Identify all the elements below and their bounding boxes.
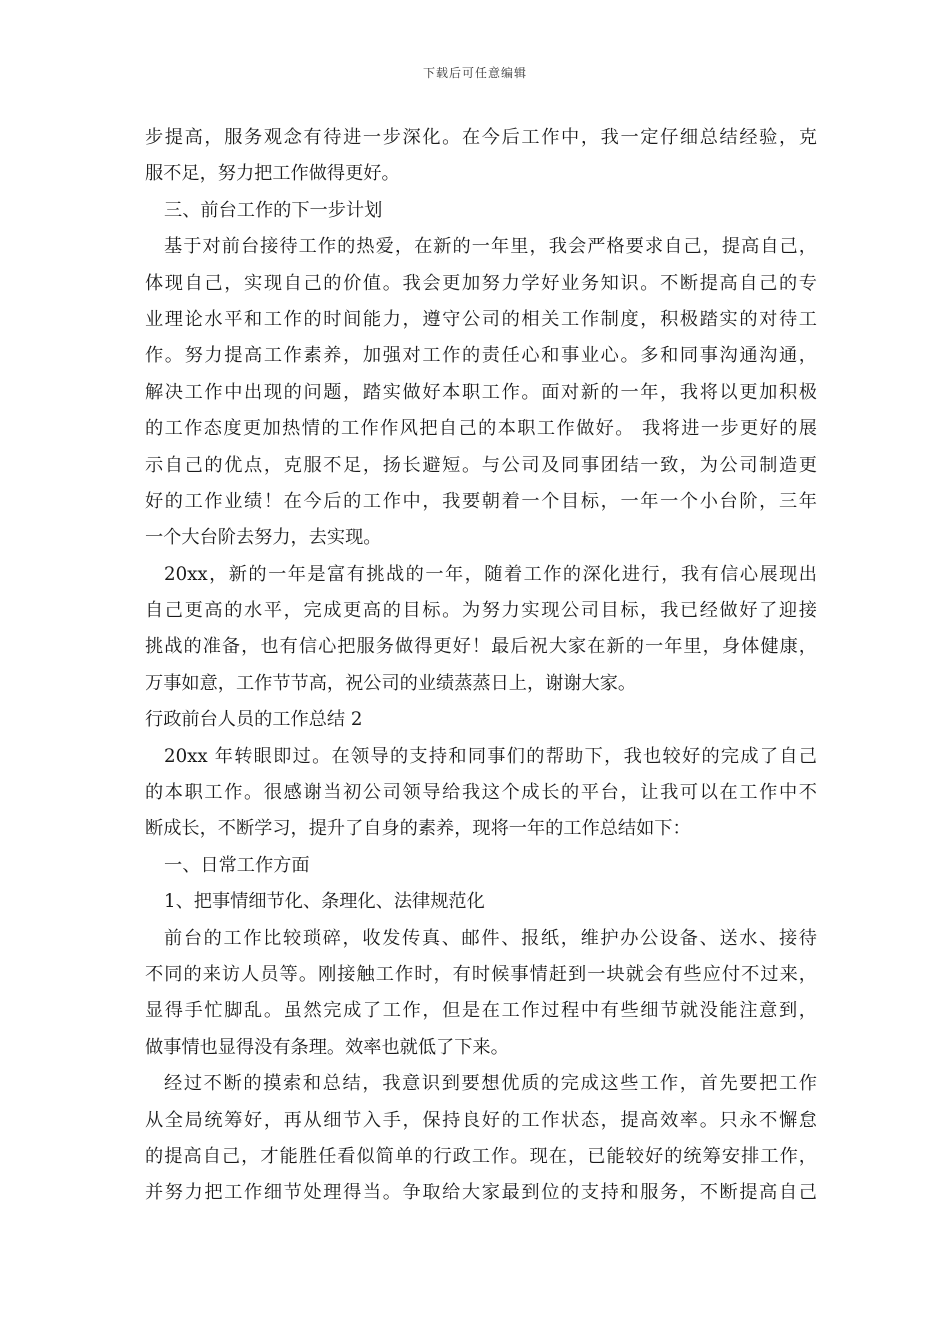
- text-line: 20xx，新的一年是富有挑战的一年，随着工作的深化进行，我有信心展现出: [164, 563, 817, 585]
- text-line: 基于对前台接待工作的热爱，在新的一年里，我会严格要求自己，提高自己，: [164, 236, 817, 258]
- text-line: 示自己的优点，克服不足，扬长避短。与公司及同事团结一致，为公司制造更: [145, 454, 817, 476]
- text-line: 不同的来访人员等。刚接触工作时，有时候事情赶到一块就会有些应付不过来，: [145, 963, 817, 985]
- text-line: 服不足，努力把工作做得更好。: [145, 163, 400, 185]
- text-line: 解决工作中出现的问题，踏实做好本职工作。面对新的一年，我将以更加积极: [145, 381, 817, 403]
- text-line: 显得手忙脚乱。虽然完成了工作，但是在工作过程中有些细节就没能注意到，: [145, 1000, 817, 1022]
- text-line: 1、把事情细节化、条理化、法律规范化: [164, 891, 485, 913]
- text-line: 好的工作业绩！在今后的工作中，我要朝着一个目标，一年一个小台阶，三年: [145, 490, 817, 512]
- text-line: 步提高，服务观念有待进一步深化。在今后工作中，我一定仔细总结经验，克: [145, 127, 817, 148]
- page-header: 下载后可任意编辑: [422, 66, 527, 80]
- text-line: 业理论水平和工作的时间能力，遵守公司的相关工作制度，积极踏实的对待工: [145, 308, 817, 330]
- text-line: 挑战的准备，也有信心把服务做得更好！最后祝大家在新的一年里，身体健康，: [145, 636, 817, 658]
- text-line: 行政前台人员的工作总结 2: [145, 709, 363, 731]
- text-line: 的工作态度更加热情的工作作风把自己的本职工作做好。 我将进一步更好的展: [145, 418, 817, 440]
- text-line: 一个大台阶去努力，去实现。: [145, 527, 382, 549]
- text-line: 做事情也显得没有条理。效率也就低了下来。: [145, 1036, 509, 1058]
- text-line: 的本职工作。很感谢当初公司领导给我这个成长的平台，让我可以在工作中不: [145, 782, 817, 804]
- text-line: 的提高自己，才能胜任看似简单的行政工作。现在，已能较好的统筹安排工作，: [145, 1145, 817, 1167]
- text-line: 作。努力提高工作素养，加强对工作的责任心和事业心。多和同事沟通沟通，: [145, 345, 817, 367]
- text-line: 体现自己，实现自己的价值。我会更加努力学好业务知识。不断提高自己的专: [145, 272, 817, 294]
- text-line: 断成长，不断学习，提升了自身的素养，现将一年的工作总结如下：: [145, 818, 691, 840]
- text-line: 前台的工作比较琐碎，收发传真、邮件、报纸，维护办公设备、送水、接待: [164, 927, 817, 949]
- text-line: 一、日常工作方面: [164, 854, 310, 876]
- text-line: 经过不断的摸索和总结，我意识到要想优质的完成这些工作，首先要把工作: [164, 1073, 817, 1095]
- text-line: 万事如意，工作节节高，祝公司的业绩蒸蒸日上，谢谢大家。: [145, 672, 637, 694]
- text-line: 三、前台工作的下一步计划: [164, 199, 383, 221]
- text-line: 从全局统筹好，再从细节入手，保持良好的工作状态，提高效率。只永不懈怠: [145, 1109, 817, 1131]
- text-line: 自己更高的水平，完成更高的目标。为努力实现公司目标，我已经做好了迎接: [145, 600, 817, 622]
- text-line: 20xx 年转眼即过。在领导的支持和同事们的帮助下，我也较好的完成了自己: [164, 745, 817, 767]
- document-body: [145, 120, 817, 1212]
- text-line: 并努力把工作细节处理得当。争取给大家最到位的支持和服务，不断提高自己: [145, 1182, 817, 1204]
